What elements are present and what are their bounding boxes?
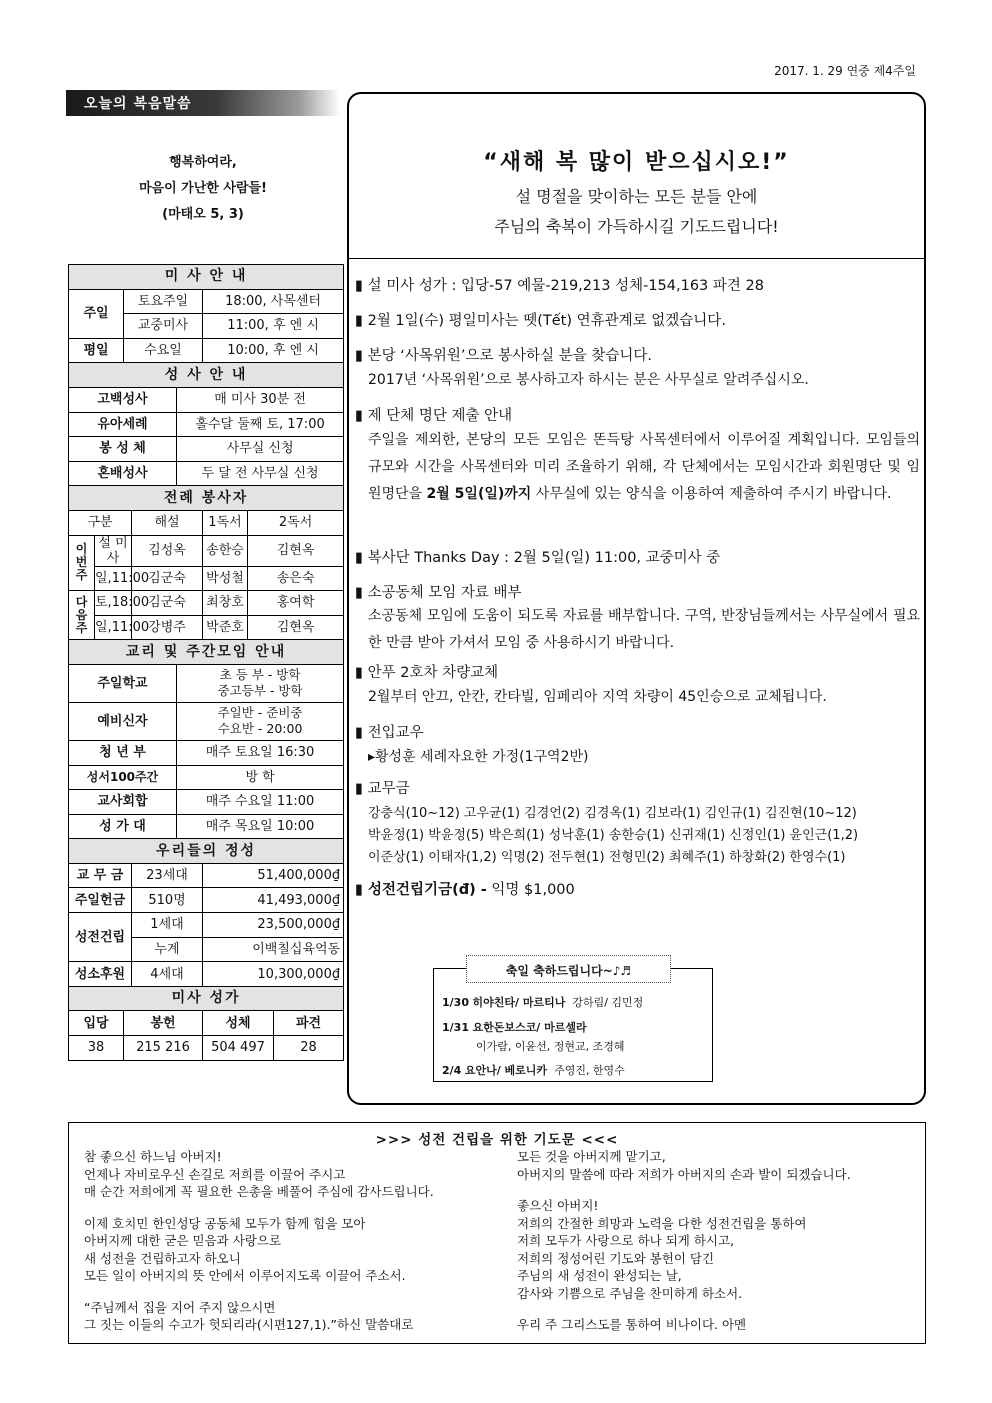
notice-groups: ▮ 제 단체 명단 제출 안내 xyxy=(355,408,513,424)
offering-amount: 41,493,000₫ xyxy=(203,888,344,913)
offering-amount: 10,300,000₫ xyxy=(203,962,344,987)
meeting-name: 교사회합 xyxy=(69,790,177,815)
liturgy-header: 2독서 xyxy=(248,510,344,535)
birthday-people: 이가람, 이윤선, 정현교, 조경혜 xyxy=(476,1040,625,1053)
sacrament-value: 홀수달 둘째 토, 17:00 xyxy=(177,412,344,437)
notice-text: 제 단체 명단 제출 안내 xyxy=(367,408,513,424)
liturgy-reader: 최창호 xyxy=(203,591,248,616)
notice-body: 2017년 ‘사목위원’으로 봉사하고자 하시는 분은 사무실로 알려주십시오. xyxy=(368,372,809,388)
donor-line: 이준상(1) 이태자(1,2) 익명(2) 전두현(1) 전형민(2) 최혜주(1) 하창화(2) 한영수(1) xyxy=(368,850,846,865)
gospel-line: 마음이 가난한 사람들! xyxy=(138,181,267,196)
birthday-title: 축일 축하드립니다~♪♬ xyxy=(466,955,671,983)
liturgy-header: 1독서 xyxy=(203,510,248,535)
notice-text: 설 미사 성가 : 입당-57 예물-219,213 성체-154,163 파견 28 xyxy=(367,278,764,294)
liturgy-reader: 김군숙 xyxy=(132,591,203,616)
liturgy-reader: 홍여학 xyxy=(248,591,344,616)
donor-line: 박윤정(1) 박윤정(5) 박은희(1) 성낙훈(1) 송한승(1) 신귀재(1) 신정인(1) 윤인근(1,2) xyxy=(368,828,859,843)
liturgy-section-title: 전례 봉사자 xyxy=(69,486,344,511)
birthday-people: 주영진, 한영수 xyxy=(554,1064,625,1077)
gospel-verse xyxy=(66,150,340,228)
prayer-title: >>> 성전 건립을 위한 기도문 <<< xyxy=(375,1132,619,1148)
prayer-spacer xyxy=(84,1201,434,1215)
liturgy-reader: 김현옥 xyxy=(248,535,344,566)
prayer-line: 우리 주 그리스도를 통하여 비나이다. 아멘 xyxy=(517,1317,747,1332)
mass-type: 수요일 xyxy=(124,338,203,363)
hymn-header: 봉헌 xyxy=(124,1011,203,1036)
notice-hymns: ▮ 설 미사 성가 : 입당-57 예물-219,213 성체-154,163 파견 28 xyxy=(355,278,764,294)
hymn-header: 파견 xyxy=(274,1011,344,1036)
hymn-number: 215 216 xyxy=(124,1036,203,1061)
mass-type: 토요주일 xyxy=(124,289,203,314)
prayer-line: 주님의 새 성전이 완성되는 날, xyxy=(517,1268,682,1283)
offering-count: 23세대 xyxy=(132,863,203,888)
prayer-left-column xyxy=(84,1148,434,1334)
meeting-line: 주일반 - 준비중 xyxy=(217,705,303,721)
headline-title: “새해 복 많이 받으십시오!” xyxy=(483,150,790,175)
liturgy-time: 일,11:00 xyxy=(95,615,132,640)
prayer-line: 모든 일이 아버지의 뜻 안에서 이루어지도록 이끌어 주소서. xyxy=(84,1268,406,1283)
mass-type: 교중미사 xyxy=(124,314,203,339)
offerings-section-title: 우리들의 정성 xyxy=(69,839,344,864)
offering-name: 성전건립 xyxy=(69,913,132,962)
liturgy-reader: 송은숙 xyxy=(248,566,344,591)
notice-bus: ▮ 안푸 2호차 차량교체 xyxy=(355,665,499,681)
notice-building-fund: ▮ 성전건립기금(đ) - 익명 $1,000 xyxy=(355,882,575,898)
notice-text: 성전건립기금(đ) - xyxy=(368,882,487,898)
birthday-date: 1/30 xyxy=(442,996,469,1009)
sacrament-value: 사무실 신청 xyxy=(177,437,344,462)
mass-time: 18:00, 사목센터 xyxy=(203,289,344,314)
notice-body-part: 익명 $1,000 xyxy=(491,882,575,898)
meeting-line: 중고등부 - 방학 xyxy=(217,683,303,699)
notice-body-part: 사무실에 있는 양식을 이용하여 제출하여 주시기 바랍니다. xyxy=(531,486,892,502)
meeting-schedule xyxy=(177,664,344,702)
liturgy-time: 일,11:00 xyxy=(95,566,132,591)
prayer-line: 좋으신 아버지! xyxy=(517,1198,599,1213)
liturgy-header: 해설 xyxy=(132,510,203,535)
birthday-saints: 요한돈보스코/ 마르셀라 xyxy=(472,1021,587,1034)
next-week-label: 다음주 xyxy=(69,591,95,640)
meeting-schedule xyxy=(177,702,344,740)
mass-time: 11:00, 후 엔 시 xyxy=(203,314,344,339)
liturgy-reader: 김현옥 xyxy=(248,615,344,640)
hymns-section-title: 미사 성가 xyxy=(69,986,344,1011)
sacrament-name: 봉 성 체 xyxy=(69,437,177,462)
prayer-line: 아버지의 말씀에 따라 저희가 아버지의 손과 발이 되겠습니다. xyxy=(517,1166,851,1182)
notice-text: 소공동체 모임 자료 배부 xyxy=(367,585,522,601)
liturgy-reader: 김군숙 xyxy=(132,566,203,591)
sacrament-name: 혼배성사 xyxy=(69,461,177,486)
birthday-date: 1/31 xyxy=(442,1021,469,1034)
prayer-spacer xyxy=(517,1183,851,1197)
offering-count: 1세대 xyxy=(132,913,203,938)
sacrament-name: 유아세례 xyxy=(69,412,177,437)
mass-weekday-label: 평일 xyxy=(69,338,124,363)
meeting-name: 주일학교 xyxy=(69,664,177,702)
prayer-line: 매 순간 저희에게 꼭 필요한 은총을 베풀어 주심에 감사드립니다. xyxy=(84,1184,434,1199)
meeting-name: 청 년 부 xyxy=(69,740,177,765)
offering-count: 누계 xyxy=(132,937,203,962)
notice-altar: ▮ 복사단 Thanks Day : 2월 5일(일) 11:00, 교중미사 중 xyxy=(355,550,721,566)
hymn-header: 성체 xyxy=(203,1011,274,1036)
meeting-line: 수요반 - 20:00 xyxy=(217,721,303,737)
liturgy-time: 토,18:00 xyxy=(95,591,132,616)
meeting-schedule: 매주 수요일 11:00 xyxy=(177,790,344,815)
liturgy-reader: 송한승 xyxy=(203,535,248,566)
offering-amount: 51,400,000₫ xyxy=(203,863,344,888)
liturgy-reader: 강병주 xyxy=(132,615,203,640)
notice-no-mass: ▮ 2월 1일(수) 평일미사는 뗏(Tết) 연휴관계로 없겠습니다. xyxy=(355,313,726,329)
notice-text: 본당 ‘사목위원’으로 봉사하실 분을 찾습니다. xyxy=(367,348,652,364)
birthday-entry xyxy=(442,994,643,1010)
hymn-number: 28 xyxy=(274,1036,344,1061)
notice-community: ▮ 소공동체 모임 자료 배부 xyxy=(355,585,522,601)
notice-body xyxy=(368,427,920,508)
headline-subline: 설 명절을 맞이하는 모든 분들 안에 xyxy=(515,187,758,206)
donor-line: 강충식(10~12) 고우균(1) 김경언(2) 김경옥(1) 김보라(1) 김인규(1) 김진현(10~12) xyxy=(368,806,857,821)
notice-body: 2월부터 안끄, 안칸, 칸타빌, 임페리아 지역 차량이 45인승으로 교체됩니다. xyxy=(368,689,827,705)
prayer-line: 새 성전을 건립하고자 하오니 xyxy=(84,1250,241,1266)
notice-text: 2월 1일(수) 평일미사는 뗏(Tết) 연휴관계로 없겠습니다. xyxy=(367,313,726,329)
meeting-name: 성서100주간 xyxy=(69,765,177,790)
prayer-line: 저희 모두가 사랑으로 하나 되게 하시고, xyxy=(517,1233,735,1248)
birthday-people: 강하림/ 김민정 xyxy=(572,996,644,1009)
offering-count: 510명 xyxy=(132,888,203,913)
notice-text: 안푸 2호차 차량교체 xyxy=(367,665,499,681)
gospel-reference: (마태오 5, 3) xyxy=(162,207,244,222)
prayer-line: 그 짓는 이들의 수고가 헛되리라(시편127,1).”하신 말씀대로 xyxy=(84,1317,414,1332)
meeting-schedule: 매주 목요일 10:00 xyxy=(177,814,344,839)
offering-amount: 23,500,000₫ xyxy=(203,913,344,938)
birthday-saints: 히야친타/ 마르티나 xyxy=(472,996,566,1009)
liturgy-header: 구분 xyxy=(69,510,132,535)
sacrament-section-title: 성 사 안 내 xyxy=(69,363,344,388)
meeting-name: 성 가 대 xyxy=(69,814,177,839)
liturgy-time: 설 미사 xyxy=(95,535,132,566)
bulletin-date: 2017. 1. 29 연중 제4주일 xyxy=(774,64,916,78)
prayer-line: 저희의 간절한 희망과 노력을 다한 성전건립을 통하여 xyxy=(517,1215,807,1231)
meeting-line: 초 등 부 - 방학 xyxy=(219,667,301,683)
meeting-schedule: 매주 토요일 16:30 xyxy=(177,740,344,765)
prayer-line: 이제 호치민 한인성당 공동체 모두가 함께 힘을 모아 xyxy=(84,1215,366,1231)
liturgy-reader: 박준호 xyxy=(203,615,248,640)
notice-body: ▸황성훈 세례자요한 가정(1구역2반) xyxy=(368,749,589,765)
prayer-line: 감사와 기쁨으로 주님을 찬미하게 하소서. xyxy=(517,1285,743,1301)
birthday-entry xyxy=(442,1062,625,1078)
liturgy-reader: 김성옥 xyxy=(132,535,203,566)
hymn-number: 38 xyxy=(69,1036,124,1061)
sacrament-value: 두 달 전 사무실 신청 xyxy=(177,461,344,486)
offering-count: 4세대 xyxy=(132,962,203,987)
headline-subline: 주님의 축복이 가득하시길 기도드립니다! xyxy=(494,217,779,236)
offering-name: 성소후원 xyxy=(69,962,132,987)
gospel-line: 행복하여라, xyxy=(169,155,237,170)
birthday-entry xyxy=(442,1019,587,1035)
notice-deadline: 2월 5일(일)까지 xyxy=(426,486,532,502)
this-week-label: 이번주 xyxy=(69,535,95,591)
notice-dues: ▮ 교무금 xyxy=(355,781,410,797)
prayer-spacer xyxy=(84,1285,434,1299)
info-table xyxy=(68,264,344,1061)
prayer-spacer xyxy=(517,1302,851,1316)
offering-name: 교 무 금 xyxy=(69,863,132,888)
prayer-line: 모든 것을 아버지께 맡기고, xyxy=(517,1149,666,1164)
notice-body-part: 주일을 제외한, 본당의 모든 모임은 똔득탕 사목센터에서 이루어질 계획입니다. 모임들의 규모와 시간을 사목센터와 미리 조율하기 위해, 각 단체에서는 모임시간과 회원명단 및 임원명단을 xyxy=(368,432,920,502)
prayer-line: 아버지께 대한 굳은 믿음과 사랑으로 xyxy=(84,1233,282,1248)
mass-time: 10:00, 후 엔 시 xyxy=(203,338,344,363)
birthday-date: 2/4 xyxy=(442,1064,462,1077)
prayer-right-column xyxy=(517,1148,851,1334)
mass-sunday-label: 주일 xyxy=(69,289,124,338)
birthday-saints: 요안나/ 베로니카 xyxy=(464,1064,548,1077)
notice-text: 전입교우 xyxy=(367,725,424,741)
sacrament-value: 매 미사 30분 전 xyxy=(177,387,344,412)
offering-name: 주일헌금 xyxy=(69,888,132,913)
meeting-name: 예비신자 xyxy=(69,702,177,740)
hymn-header: 입당 xyxy=(69,1011,124,1036)
sacrament-name: 고백성사 xyxy=(69,387,177,412)
notice-text: 복사단 Thanks Day : 2월 5일(일) 11:00, 교중미사 중 xyxy=(367,550,721,566)
prayer-line: “주님께서 집을 지어 주지 않으시면 xyxy=(84,1299,276,1315)
notice-council: ▮ 본당 ‘사목위원’으로 봉사하실 분을 찾습니다. xyxy=(355,348,652,364)
notice-newcomers: ▮ 전입교우 xyxy=(355,725,424,741)
prayer-line: 언제나 자비로우신 손길로 저희를 이끌어 주시고 xyxy=(84,1166,346,1182)
meeting-schedule: 방 학 xyxy=(177,765,344,790)
liturgy-reader: 박성철 xyxy=(203,566,248,591)
notice-body: 소공동체 모임에 도움이 되도록 자료를 배부합니다. 구역, 반장님들께서는 사무실에서 필요한 만큼 받아 가셔서 모임 중 사용하시기 바랍니다. xyxy=(368,608,920,651)
prayer-line: 저희의 정성어린 기도와 봉헌이 담긴 xyxy=(517,1250,715,1266)
prayer-line: 참 좋으신 하느님 아버지! xyxy=(84,1149,222,1164)
hymn-number: 504 497 xyxy=(203,1036,274,1061)
notice-text: 교무금 xyxy=(367,781,410,797)
meetings-section-title: 교리 및 주간모임 안내 xyxy=(69,640,344,665)
offering-amount: 이백칠십육억동 xyxy=(203,937,344,962)
divider xyxy=(349,258,924,259)
gospel-header: 오늘의 복음말씀 xyxy=(66,90,340,116)
mass-section-title: 미 사 안 내 xyxy=(69,265,344,290)
